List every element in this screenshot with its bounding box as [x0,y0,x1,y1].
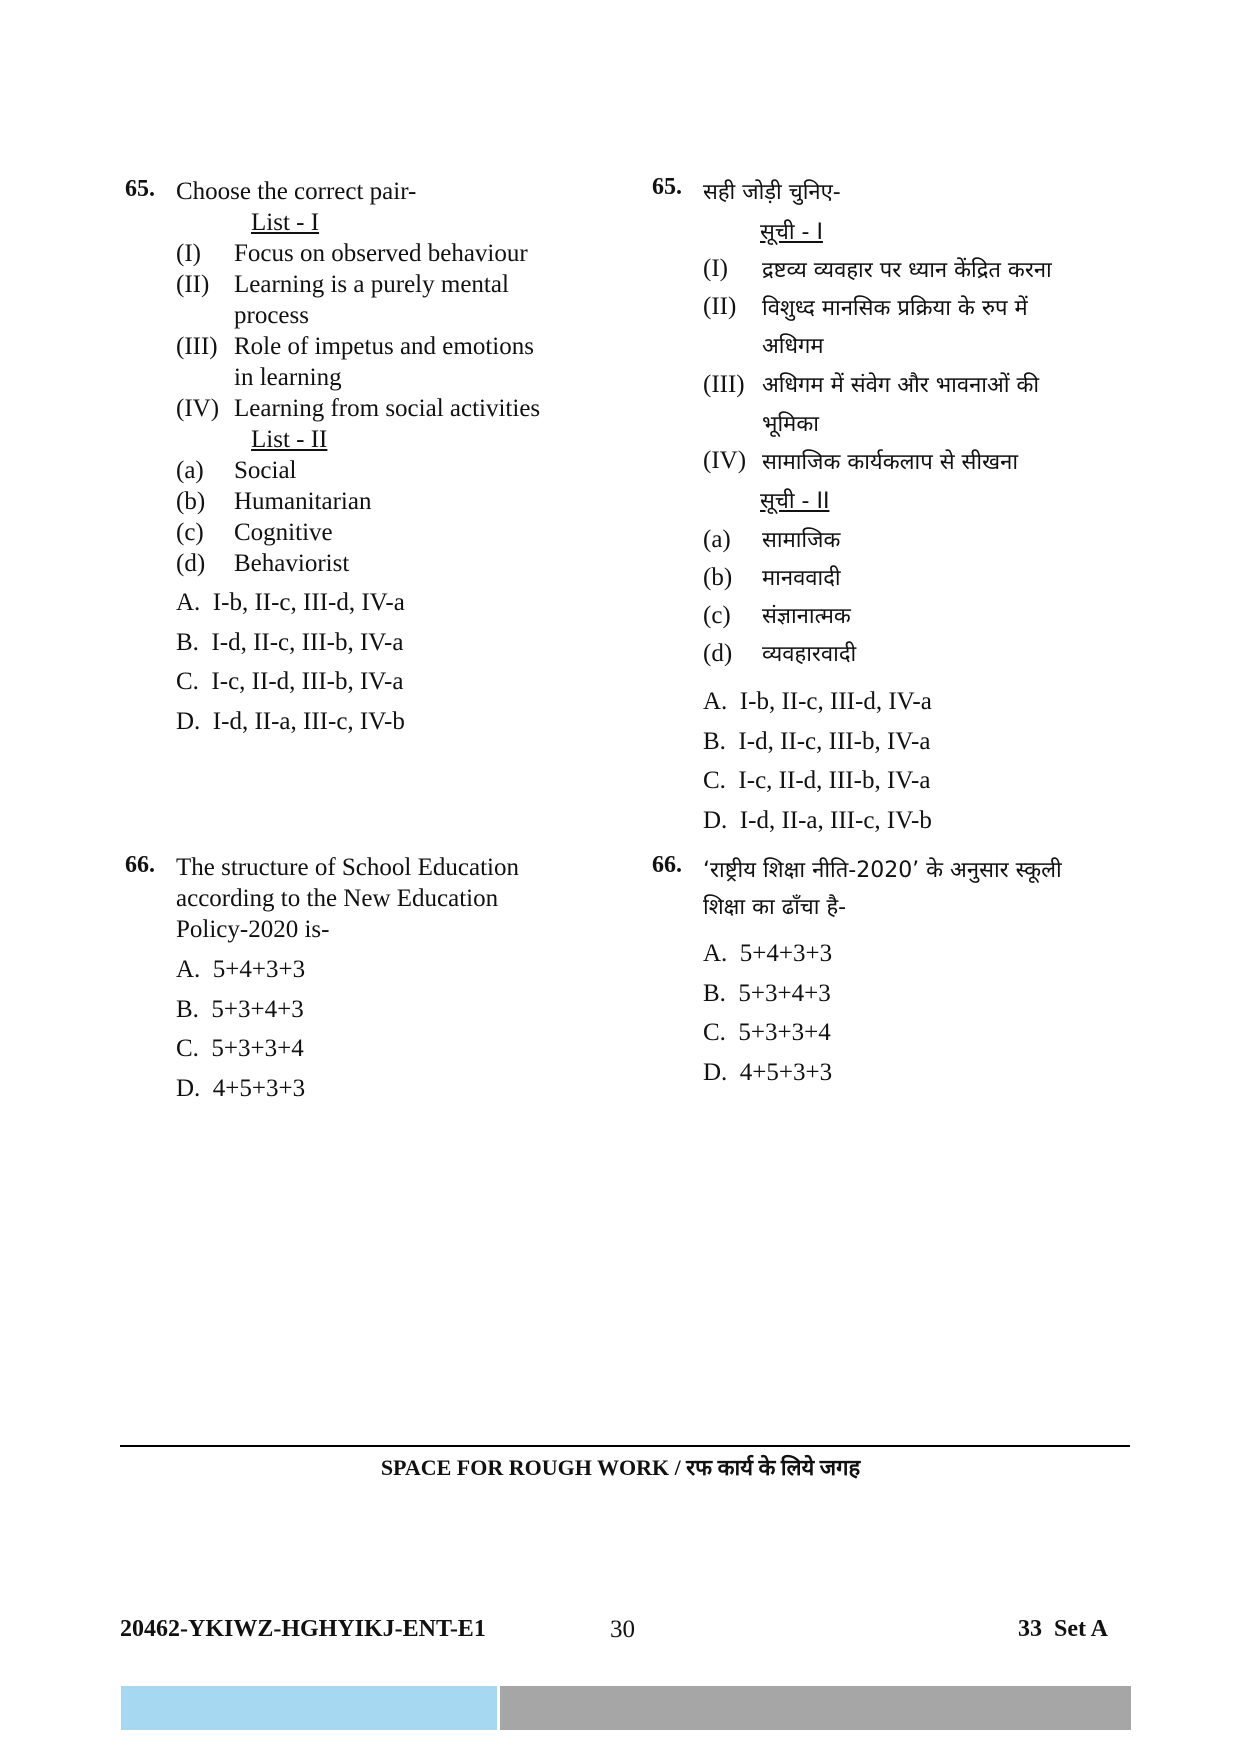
answer-option: C. I-c, II-d, III-b, IV-a [703,767,931,794]
list-item-label: (I) [703,255,728,282]
answer-option: C. 5+3+3+4 [176,1035,304,1062]
list-item-text: Role of impetus and emotions [234,333,534,360]
list-title: सूची - II [760,489,830,514]
question-number: 66. [125,852,155,878]
list-title: List - I [251,209,320,236]
answer-option: C. I-c, II-d, III-b, IV-a [176,668,404,695]
answer-option: A. I-b, II-c, III-d, IV-a [176,589,405,616]
list-item-label: (III) [176,333,218,360]
question-number: 65. [652,174,682,200]
list-item-label: (IV) [703,447,747,474]
list-item-label: (b) [176,488,206,515]
question-number: 66. [652,852,682,878]
list-item-label: (II) [176,271,210,298]
list-item-text: Humanitarian [234,488,372,515]
question-stem: according to the New Education [176,885,499,912]
list-item-text: Focus on observed behaviour [234,240,528,267]
question-stem: The structure of School Education [176,854,519,881]
list-item-label: (c) [703,602,731,629]
list-item-label: (II) [703,293,737,320]
list-item-text: अधिगम में संवेग और भावनाओं की [762,373,1040,398]
answer-option: A. I-b, II-c, III-d, IV-a [703,688,932,715]
question-stem: Choose the correct pair- [176,178,417,205]
list-item-label: (d) [703,640,733,667]
answer-option: B. I-d, II-c, III-b, IV-a [703,728,931,755]
question-stem: सही जोड़ी चुनिए- [703,180,841,205]
list-item-text: अधिगम [762,334,824,359]
list-item-text: process [234,302,309,329]
list-item-text: Cognitive [234,519,333,546]
list-item-text: Behaviorist [234,550,350,577]
answer-option: D. 4+5+3+3 [703,1059,833,1086]
list-item-text: विशुध्द मानसिक प्रक्रिया के रुप में [762,296,1028,321]
list-item-text: भूमिका [762,412,819,437]
list-item-text: मानववादी [762,566,841,591]
answer-option: D. I-d, II-a, III-c, IV-b [176,708,405,735]
list-item-label: (a) [176,457,204,484]
question-stem: Policy-2020 is- [176,916,330,943]
footer-color-bar-left [121,1686,497,1730]
answer-option: C. 5+3+3+4 [703,1019,831,1046]
list-item-label: (c) [176,519,204,546]
question-stem: ‘राष्ट्रीय शिक्षा नीति-2020’ के अनुसार स्कूली [703,858,1062,883]
answer-option: A. 5+4+3+3 [176,956,306,983]
answer-option: B. 5+3+4+3 [176,996,304,1023]
list-title: सूची - I [760,220,823,245]
answer-option: B. 5+3+4+3 [703,980,831,1007]
list-item-text: Social [234,457,297,484]
list-item-text: in learning [234,364,342,391]
rough-work-label: SPACE FOR ROUGH WORK / रफ कार्य के लिये जगह [380,1455,861,1480]
list-title: List - II [251,426,328,453]
list-item-text: Learning from social activities [234,395,541,422]
answer-option: D. 4+5+3+3 [176,1075,306,1102]
page-number: 30 [610,1616,635,1643]
list-item-text: Learning is a purely mental [234,271,509,298]
answer-option: B. I-d, II-c, III-b, IV-a [176,629,404,656]
question-stem: शिक्षा का ढाँचा है- [703,895,847,920]
set-label: 33 Set A [1018,1616,1108,1642]
answer-option: D. I-d, II-a, III-c, IV-b [703,807,932,834]
question-number: 65. [125,176,155,202]
list-item-text: संज्ञानात्मक [762,604,851,629]
list-item-label: (a) [703,526,731,553]
list-item-text: द्रष्टव्य व्यवहार पर ध्यान केंद्रित करना [762,258,1052,283]
list-item-label: (b) [703,564,733,591]
list-item-text: व्यवहारवादी [762,642,857,667]
footer-color-bar-right [500,1686,1131,1730]
answer-option: A. 5+4+3+3 [703,940,833,967]
list-item-label: (IV) [176,395,220,422]
paper-code: 20462-YKIWZ-HGHYIKJ-ENT-E1 [120,1616,486,1642]
rough-work-divider [120,1445,1130,1447]
list-item-text: सामाजिक कार्यकलाप से सीखना [762,450,1019,475]
list-item-label: (I) [176,240,201,267]
list-item-label: (d) [176,550,206,577]
list-item-text: सामाजिक [762,528,841,553]
list-item-label: (III) [703,371,745,398]
